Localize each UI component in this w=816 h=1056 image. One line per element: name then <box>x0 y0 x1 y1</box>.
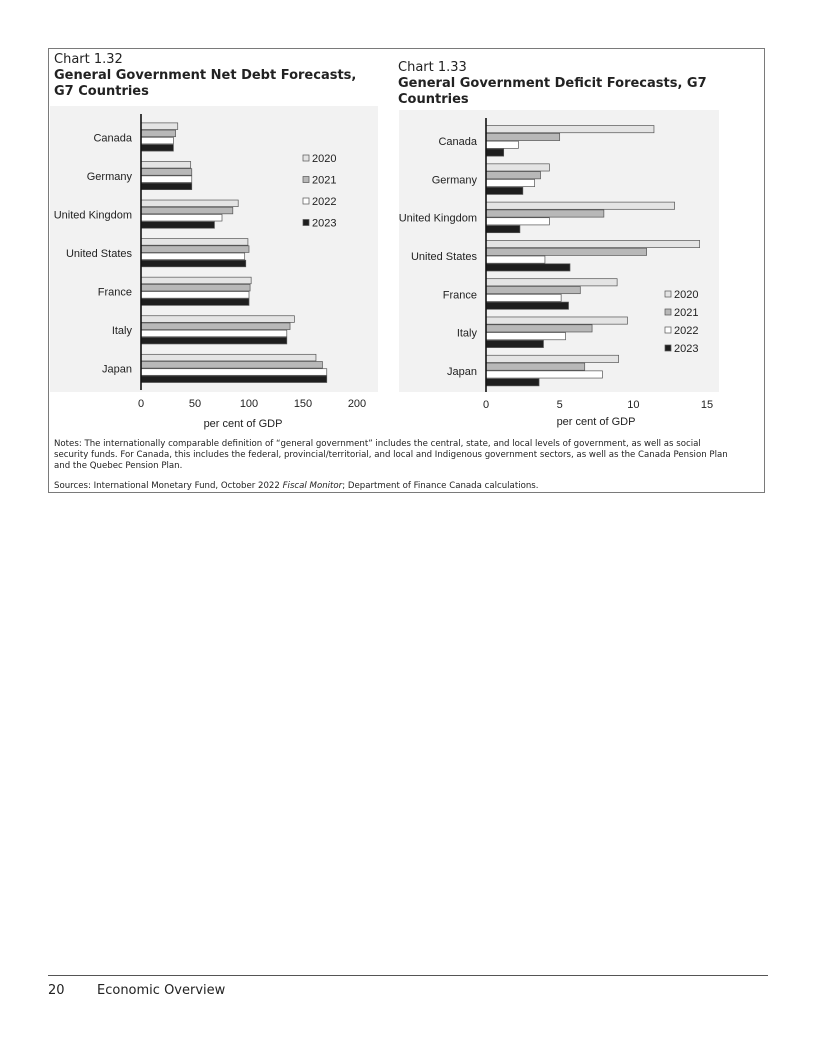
footer-page-number: 20 <box>48 983 65 998</box>
bar-united-states-2022 <box>486 256 545 263</box>
bar-germany-2020 <box>486 164 549 171</box>
bar-germany-2022 <box>141 176 192 183</box>
category-label-france: France <box>97 286 132 299</box>
category-label-italy: Italy <box>456 327 477 340</box>
bar-united-states-2020 <box>486 240 700 247</box>
bar-japan-2023 <box>141 376 327 383</box>
legend-label-2020: 2020 <box>674 289 699 301</box>
category-label-germany: Germany <box>431 174 477 187</box>
category-label-japan: Japan <box>447 365 477 378</box>
notes-text: Notes: The internationally comparable definition of “general government” includes the central, state, and local levels of government, as well as social security funds. For Canada, this includes the federal, provincial/territorial, and local and Indigenous government sectors, as well as the Canada Pension Plan and the Quebec Pension Plan. <box>54 439 728 471</box>
bar-italy-2021 <box>486 325 592 332</box>
category-label-united-states: United States <box>410 251 477 263</box>
bar-united-kingdom-2022 <box>141 214 222 221</box>
bar-canada-2022 <box>486 141 518 148</box>
bar-united-states-2021 <box>486 248 647 255</box>
deficit-chart <box>395 106 719 434</box>
category-label-canada: Canada <box>438 136 477 149</box>
category-label-japan: Japan <box>102 363 132 376</box>
category-label-united-kingdom: United Kingdom <box>53 209 132 222</box>
x-tick-label-5: 5 <box>556 399 563 411</box>
bar-italy-2020 <box>486 317 627 324</box>
legend-label-2021: 2021 <box>312 174 337 187</box>
footer-section-title: Economic Overview <box>97 983 226 998</box>
bar-japan-2022 <box>141 369 327 376</box>
bar-canada-2022 <box>141 137 173 144</box>
bar-united-states-2021 <box>141 246 249 253</box>
bar-italy-2022 <box>486 333 566 340</box>
bar-germany-2020 <box>141 161 191 168</box>
x-tick-label-50: 50 <box>188 398 202 410</box>
chart-1-33-header <box>398 60 738 108</box>
category-label-france: France <box>442 289 477 302</box>
bar-canada-2020 <box>486 126 654 133</box>
bar-united-states-2023 <box>486 264 570 271</box>
bar-germany-2021 <box>486 172 541 179</box>
chart-1-33-title: General Government Deficit Forecasts, G7 Countries <box>398 76 707 107</box>
bar-france-2022 <box>486 294 561 301</box>
x-tick-label-0: 0 <box>137 398 145 410</box>
sources-publication: Fiscal Monitor <box>282 481 343 491</box>
x-axis-label: per cent of GDP <box>556 416 636 428</box>
bar-italy-2023 <box>141 337 287 344</box>
bar-united-states-2022 <box>141 253 245 260</box>
bar-germany-2023 <box>141 183 192 190</box>
legend-swatch-2022 <box>665 327 671 333</box>
x-tick-label-150: 150 <box>293 398 313 410</box>
footer-rule <box>48 975 768 976</box>
bar-united-kingdom-2023 <box>486 226 520 233</box>
category-label-italy: Italy <box>111 325 132 338</box>
category-label-united-states: United States <box>65 248 132 260</box>
legend-swatch-2021 <box>303 177 309 183</box>
chart-1-32-title: General Government Net Debt Forecasts, G7 Countries <box>54 68 357 99</box>
bar-canada-2020 <box>141 123 178 130</box>
legend-swatch-2020 <box>665 291 671 297</box>
bar-italy-2021 <box>141 323 290 330</box>
bar-japan-2022 <box>486 371 602 378</box>
bar-japan-2023 <box>486 379 539 386</box>
sources-text <box>54 481 734 492</box>
category-label-united-kingdom: United Kingdom <box>398 212 477 225</box>
bar-united-kingdom-2021 <box>486 210 604 217</box>
legend-label-2022: 2022 <box>312 196 337 208</box>
bar-canada-2021 <box>486 133 560 140</box>
legend-label-2023: 2023 <box>312 217 337 230</box>
x-tick-label-200: 200 <box>347 398 367 410</box>
legend-label-2020: 2020 <box>312 153 337 165</box>
bar-italy-2020 <box>141 316 294 323</box>
bar-united-kingdom-2020 <box>141 200 238 207</box>
bar-japan-2021 <box>486 363 585 370</box>
bar-united-kingdom-2021 <box>141 207 233 214</box>
bar-japan-2021 <box>141 362 322 369</box>
bar-france-2023 <box>486 302 569 309</box>
legend-swatch-2023 <box>665 345 671 351</box>
bar-germany-2021 <box>141 169 192 176</box>
legend-label-2022: 2022 <box>674 325 699 337</box>
bar-united-kingdom-2023 <box>141 222 214 229</box>
bar-germany-2023 <box>486 187 523 194</box>
bar-italy-2022 <box>141 330 287 337</box>
legend-swatch-2020 <box>303 155 309 161</box>
legend-swatch-2023 <box>303 220 309 226</box>
chart-1-32-number: Chart 1.32 <box>54 52 123 67</box>
bar-canada-2021 <box>141 130 176 137</box>
x-tick-label-100: 100 <box>239 398 259 410</box>
legend-swatch-2022 <box>303 198 309 204</box>
bar-france-2022 <box>141 292 249 299</box>
bar-italy-2023 <box>486 340 543 347</box>
bar-japan-2020 <box>141 354 316 361</box>
chart-1-33-number: Chart 1.33 <box>398 60 467 75</box>
x-tick-label-0: 0 <box>482 399 490 411</box>
sources-prefix: Sources: International Monetary Fund, October 2022 <box>54 481 283 491</box>
bar-japan-2020 <box>486 355 619 362</box>
bar-united-kingdom-2022 <box>486 218 549 225</box>
legend-label-2021: 2021 <box>674 307 699 319</box>
bar-canada-2023 <box>141 144 173 151</box>
x-tick-label-10: 10 <box>627 399 640 411</box>
bar-france-2020 <box>486 279 617 286</box>
sources-suffix: ; Department of Finance Canada calculations. <box>342 481 539 491</box>
bar-united-kingdom-2020 <box>486 202 675 209</box>
category-label-canada: Canada <box>93 132 132 145</box>
x-tick-label-15: 15 <box>700 399 714 411</box>
bar-canada-2023 <box>486 149 504 156</box>
x-axis-label: per cent of GDP <box>203 418 283 430</box>
chart-1-32-header <box>54 52 364 100</box>
bar-germany-2022 <box>486 179 535 186</box>
bar-united-states-2020 <box>141 239 248 246</box>
legend-label-2023: 2023 <box>674 343 699 355</box>
bar-france-2021 <box>141 284 250 291</box>
bar-france-2021 <box>486 286 580 293</box>
bar-france-2023 <box>141 299 249 306</box>
bar-united-states-2023 <box>141 260 246 267</box>
category-label-germany: Germany <box>86 170 132 183</box>
bar-france-2020 <box>141 277 251 284</box>
legend-swatch-2021 <box>665 309 671 315</box>
net-debt-chart <box>50 106 378 434</box>
